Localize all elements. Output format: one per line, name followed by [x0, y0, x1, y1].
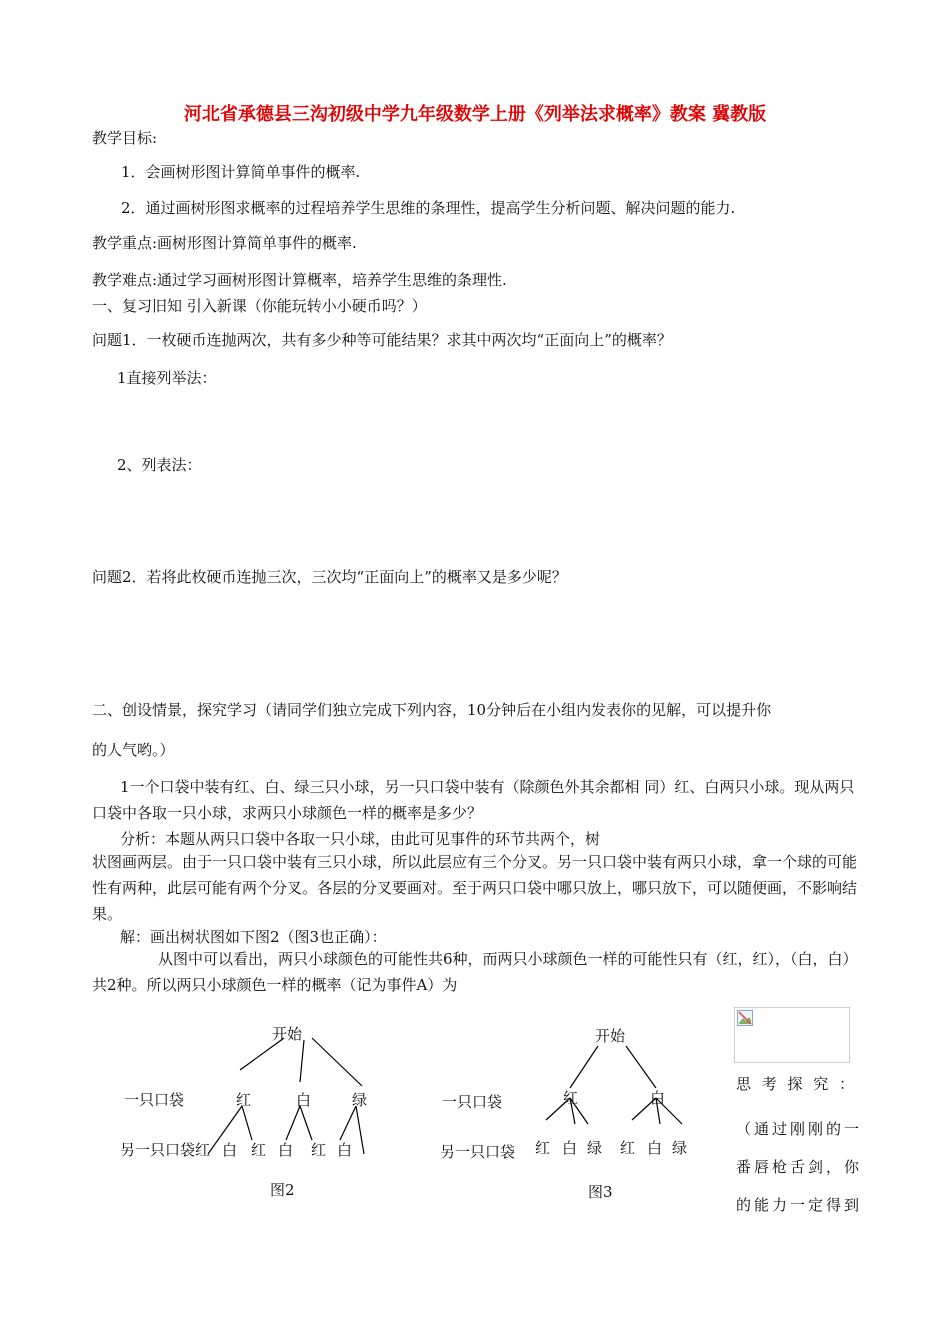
fig3-leaf-5: 白 — [647, 1139, 663, 1157]
fig2-level1-label: 一只口袋 — [124, 1091, 185, 1109]
key-point: 教学重点:画树形图计算简单事件的概率. — [92, 234, 357, 252]
objectives-label: 教学目标: — [92, 129, 158, 147]
difficulty: 教学难点:通过学习画树形图计算概率，培养学生思维的条理性. — [92, 271, 507, 289]
fig2-start-node: 开始 — [272, 1025, 303, 1043]
section-2-heading: 二、创设情景，探究学习（请同学们独立完成下列内容，10分钟后在小组内发表你的见解，可以提升你 — [92, 701, 772, 719]
analysis-paragraph: 状图画两层。由于一只口袋中装有三只小球，所以此层应有三个分叉。另一只口袋中装有两只小球，拿一个球的可能性有两种，此层可能有两个分叉。各层的分叉要画对。至于两只口袋中哪只放上，哪只放下，可以随便画，不影响结果。 — [92, 853, 858, 923]
fig3-start-node: 开始 — [595, 1027, 626, 1045]
fig2-leaf-4: 白 — [278, 1141, 294, 1159]
broken-image-icon — [737, 1010, 753, 1026]
fig3-leaf-4: 红 — [620, 1139, 636, 1157]
method-2: 2、列表法： — [117, 456, 202, 474]
section-1-heading: 一、复习旧知 引入新课（你能玩转小小硬币吗？） — [92, 297, 427, 315]
image-placeholder — [734, 1007, 850, 1063]
fig2-node-white: 白 — [296, 1091, 312, 1109]
fig2-node-green: 绿 — [352, 1091, 368, 1109]
analysis-line-1: 分析：本题从两只口袋中各取一只小球，由此可见事件的环节共两个，树 — [120, 830, 601, 848]
fig2-node-red: 红 — [236, 1091, 252, 1109]
fig3-leaf-6: 绿 — [672, 1139, 688, 1157]
problem-2: 问题2．若将此枚硬币连抛三次，三次均“正面向上”的概率又是多少呢？ — [92, 568, 567, 586]
side-heading: 思 考 探 究 ： — [736, 1075, 858, 1093]
fig3-node-red: 红 — [563, 1089, 579, 1107]
fig3-leaf-2: 白 — [562, 1139, 578, 1157]
document-title: 河北省承德县三沟初级中学九年级数学上册《列举法求概率》教案 冀教版 — [183, 104, 767, 125]
objective-2: 2．通过画树形图求概率的过程培养学生思维的条理性，提高学生分析问题、解决问题的能力. — [121, 199, 736, 217]
fig2-leaf-6: 白 — [337, 1141, 353, 1159]
fig3-node-white: 白 — [650, 1089, 666, 1107]
fig3-leaf-3: 绿 — [587, 1139, 603, 1157]
result-paragraph: 从图中可以看出，两只小球颜色的可能性共6种，而两只小球颜色一样的可能性只有（红，红），（白，白）共2种。所以两只小球颜色一样的概率（记为事件A）为 — [92, 950, 858, 994]
fig3-leaf-1: 红 — [535, 1139, 551, 1157]
fig2-leaf-2: 白 — [222, 1141, 238, 1159]
problem-paragraph: 1一个口袋中装有红、白、绿三只小球，另一只口袋中装有（除颜色外其余都相 同）红、白两只小球。现从两只口袋中各取一只小球，求两只小球颜色一样的概率是多少？ — [92, 778, 855, 822]
fig3-level1-label: 一只口袋 — [442, 1093, 503, 1111]
objective-1: 1．会画树形图计算简单事件的概率. — [121, 163, 361, 181]
section-2-heading-cont: 的人气哟。） — [92, 741, 175, 759]
fig2-leaf-1: 红 — [195, 1141, 211, 1159]
fig2-level2-label: 另一只口袋 — [120, 1141, 196, 1159]
problem-1: 问题1．一枚硬币连抛两次，共有多少种等可能结果？求其中两次均“正面向上”的概率？ — [92, 331, 672, 349]
fig2-caption: 图2 — [270, 1181, 295, 1199]
fig3-level2-label: 另一只口袋 — [440, 1143, 516, 1161]
fig2-leaf-5: 红 — [311, 1141, 327, 1159]
side-note: （通过刚刚的一番唇枪舌剑，你的能力一定得到 — [736, 1120, 863, 1214]
fig2-leaf-3: 红 — [251, 1141, 267, 1159]
method-1: 1直接列举法： — [117, 369, 217, 387]
solution-line: 解：画出树状图如下图2（图3也正确）： — [120, 928, 387, 946]
fig3-caption: 图3 — [588, 1183, 613, 1201]
